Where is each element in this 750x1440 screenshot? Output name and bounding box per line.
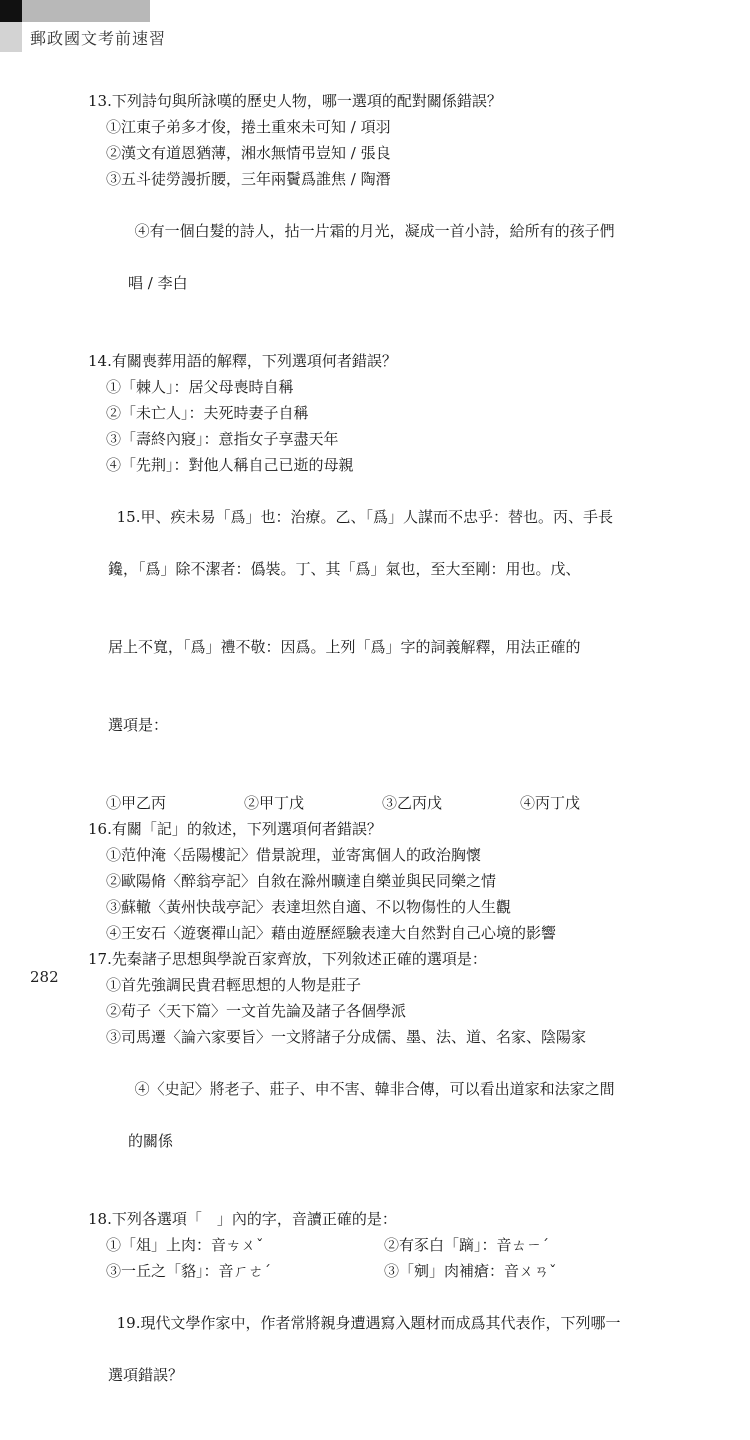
option-2: ②甲丁戊 — [244, 794, 305, 812]
question-15 — [88, 478, 678, 816]
option-3: ③乙丙戊 — [382, 794, 443, 812]
stem-line: 鑱，「爲」除不潔者：僞裝。丁、其「爲」氣也，至大至剛：用也。戊、 — [108, 560, 581, 578]
stem-line: 15.甲、疾未易「爲」也：治療。乙、「爲」人謀而不忠乎：替也。丙、手長 — [116, 508, 613, 526]
option-4: ④王安石〈遊褒禪山記〉藉由遊歷經驗表達大自然對自己心境的影響 — [106, 924, 557, 942]
option-2: ②有豕白「蹢」：音ㄊㄧˊ — [384, 1236, 550, 1254]
stem-line: 選項是： — [108, 716, 169, 734]
question-stem — [88, 1284, 678, 1440]
question-stem: 13.下列詩句與所詠嘆的歷史人物，哪一選項的配對關係錯誤？ — [88, 92, 502, 110]
header-gray-band — [22, 0, 150, 22]
option-text: ④〈史記〉將老子、莊子、申不害、韓非合傳，可以看出道家和法家之間 — [134, 1080, 615, 1098]
option-4: ④丙丁戊 — [520, 794, 581, 812]
option-2: ②荀子〈天下篇〉一文首先論及諸子各個學派 — [106, 1002, 407, 1020]
option-2: ②歐陽脩〈醉翁亭記〉自敘在滁州曠達自樂並與民同樂之情 — [106, 872, 497, 890]
page-number: 282 — [30, 968, 59, 986]
option-4: ④「先荆」：對他人稱自己已逝的母親 — [106, 456, 354, 474]
option-3: ③蘇轍〈黃州快哉亭記〉表達坦然自適、不以物傷性的人生觀 — [106, 898, 512, 916]
question-16 — [88, 816, 678, 946]
option-3: ③「壽終內寢」：意指女子享盡天年 — [106, 430, 339, 448]
header-black-block — [0, 0, 22, 22]
question-13 — [88, 88, 678, 348]
option-3: ③一丘之「貉」：音ㄏㄜˊ — [106, 1262, 272, 1280]
option-text-continued: 唱 / 李白 — [128, 274, 188, 292]
question-17 — [88, 946, 678, 1206]
options-row — [88, 1232, 678, 1258]
question-stem: 14.有關喪葬用語的解釋，下列選項何者錯誤？ — [88, 352, 397, 370]
header-gray-tab — [0, 22, 22, 52]
stem-line: 選項錯誤？ — [108, 1366, 184, 1384]
question-stem: 17.先秦諸子思想與學說百家齊放，下列敘述正確的選項是： — [88, 950, 487, 968]
options-row — [88, 790, 678, 816]
option-2: ②漢文有道恩猶薄，湘水無情弔豈知 / 張良 — [106, 144, 391, 162]
question-stem: 18.下列各選項「 」內的字，音讀正確的是： — [88, 1210, 397, 1228]
running-header-title: 郵政國文考前速習 — [30, 29, 167, 48]
stem-line: 19.現代文學作家中，作者常將親身遭遇寫入題材而成爲其代表作，下列哪一 — [116, 1314, 621, 1332]
option-4: ③「剜」肉補瘡：音ㄨㄢˇ — [384, 1262, 557, 1280]
option-1: ①甲乙丙 — [106, 794, 167, 812]
question-19 — [88, 1284, 678, 1440]
option-1: ①范仲淹〈岳陽樓記〉借景說理，並寄寓個人的政治胸懷 — [106, 846, 482, 864]
option-4 — [88, 1050, 678, 1206]
option-text: ④有一個白髮的詩人，拈一片霜的月光，凝成一首小詩，給所有的孩子們 — [134, 222, 615, 240]
question-stem: 16.有關「記」的敘述，下列選項何者錯誤？ — [88, 820, 382, 838]
options-row — [88, 1258, 678, 1284]
option-1: ①首先強調民貴君輕思想的人物是莊子 — [106, 976, 362, 994]
question-stem — [88, 478, 678, 790]
option-4 — [88, 192, 678, 348]
question-18 — [88, 1206, 678, 1284]
option-3: ③五斗徒勞謾折腰，三年兩鬢爲誰焦 / 陶潛 — [106, 170, 391, 188]
option-2: ②「未亡人」：夫死時妻子自稱 — [106, 404, 309, 422]
option-text-continued: 的關係 — [128, 1132, 174, 1150]
stem-line: 居上不寬，「爲」禮不敬：因爲。上列「爲」字的詞義解釋，用法正確的 — [108, 638, 581, 656]
question-14 — [88, 348, 678, 478]
option-3: ③司馬遷〈論六家要旨〉一文將諸子分成儒、墨、法、道、名家、陰陽家 — [106, 1028, 587, 1046]
question-list — [88, 88, 678, 1440]
option-1: ①「棘人」：居父母喪時自稱 — [106, 378, 294, 396]
option-1: ①江東子弟多才俊，捲土重來未可知 / 項羽 — [106, 118, 391, 136]
option-1: ①「俎」上肉：音ㄘㄨˇ — [106, 1236, 264, 1254]
